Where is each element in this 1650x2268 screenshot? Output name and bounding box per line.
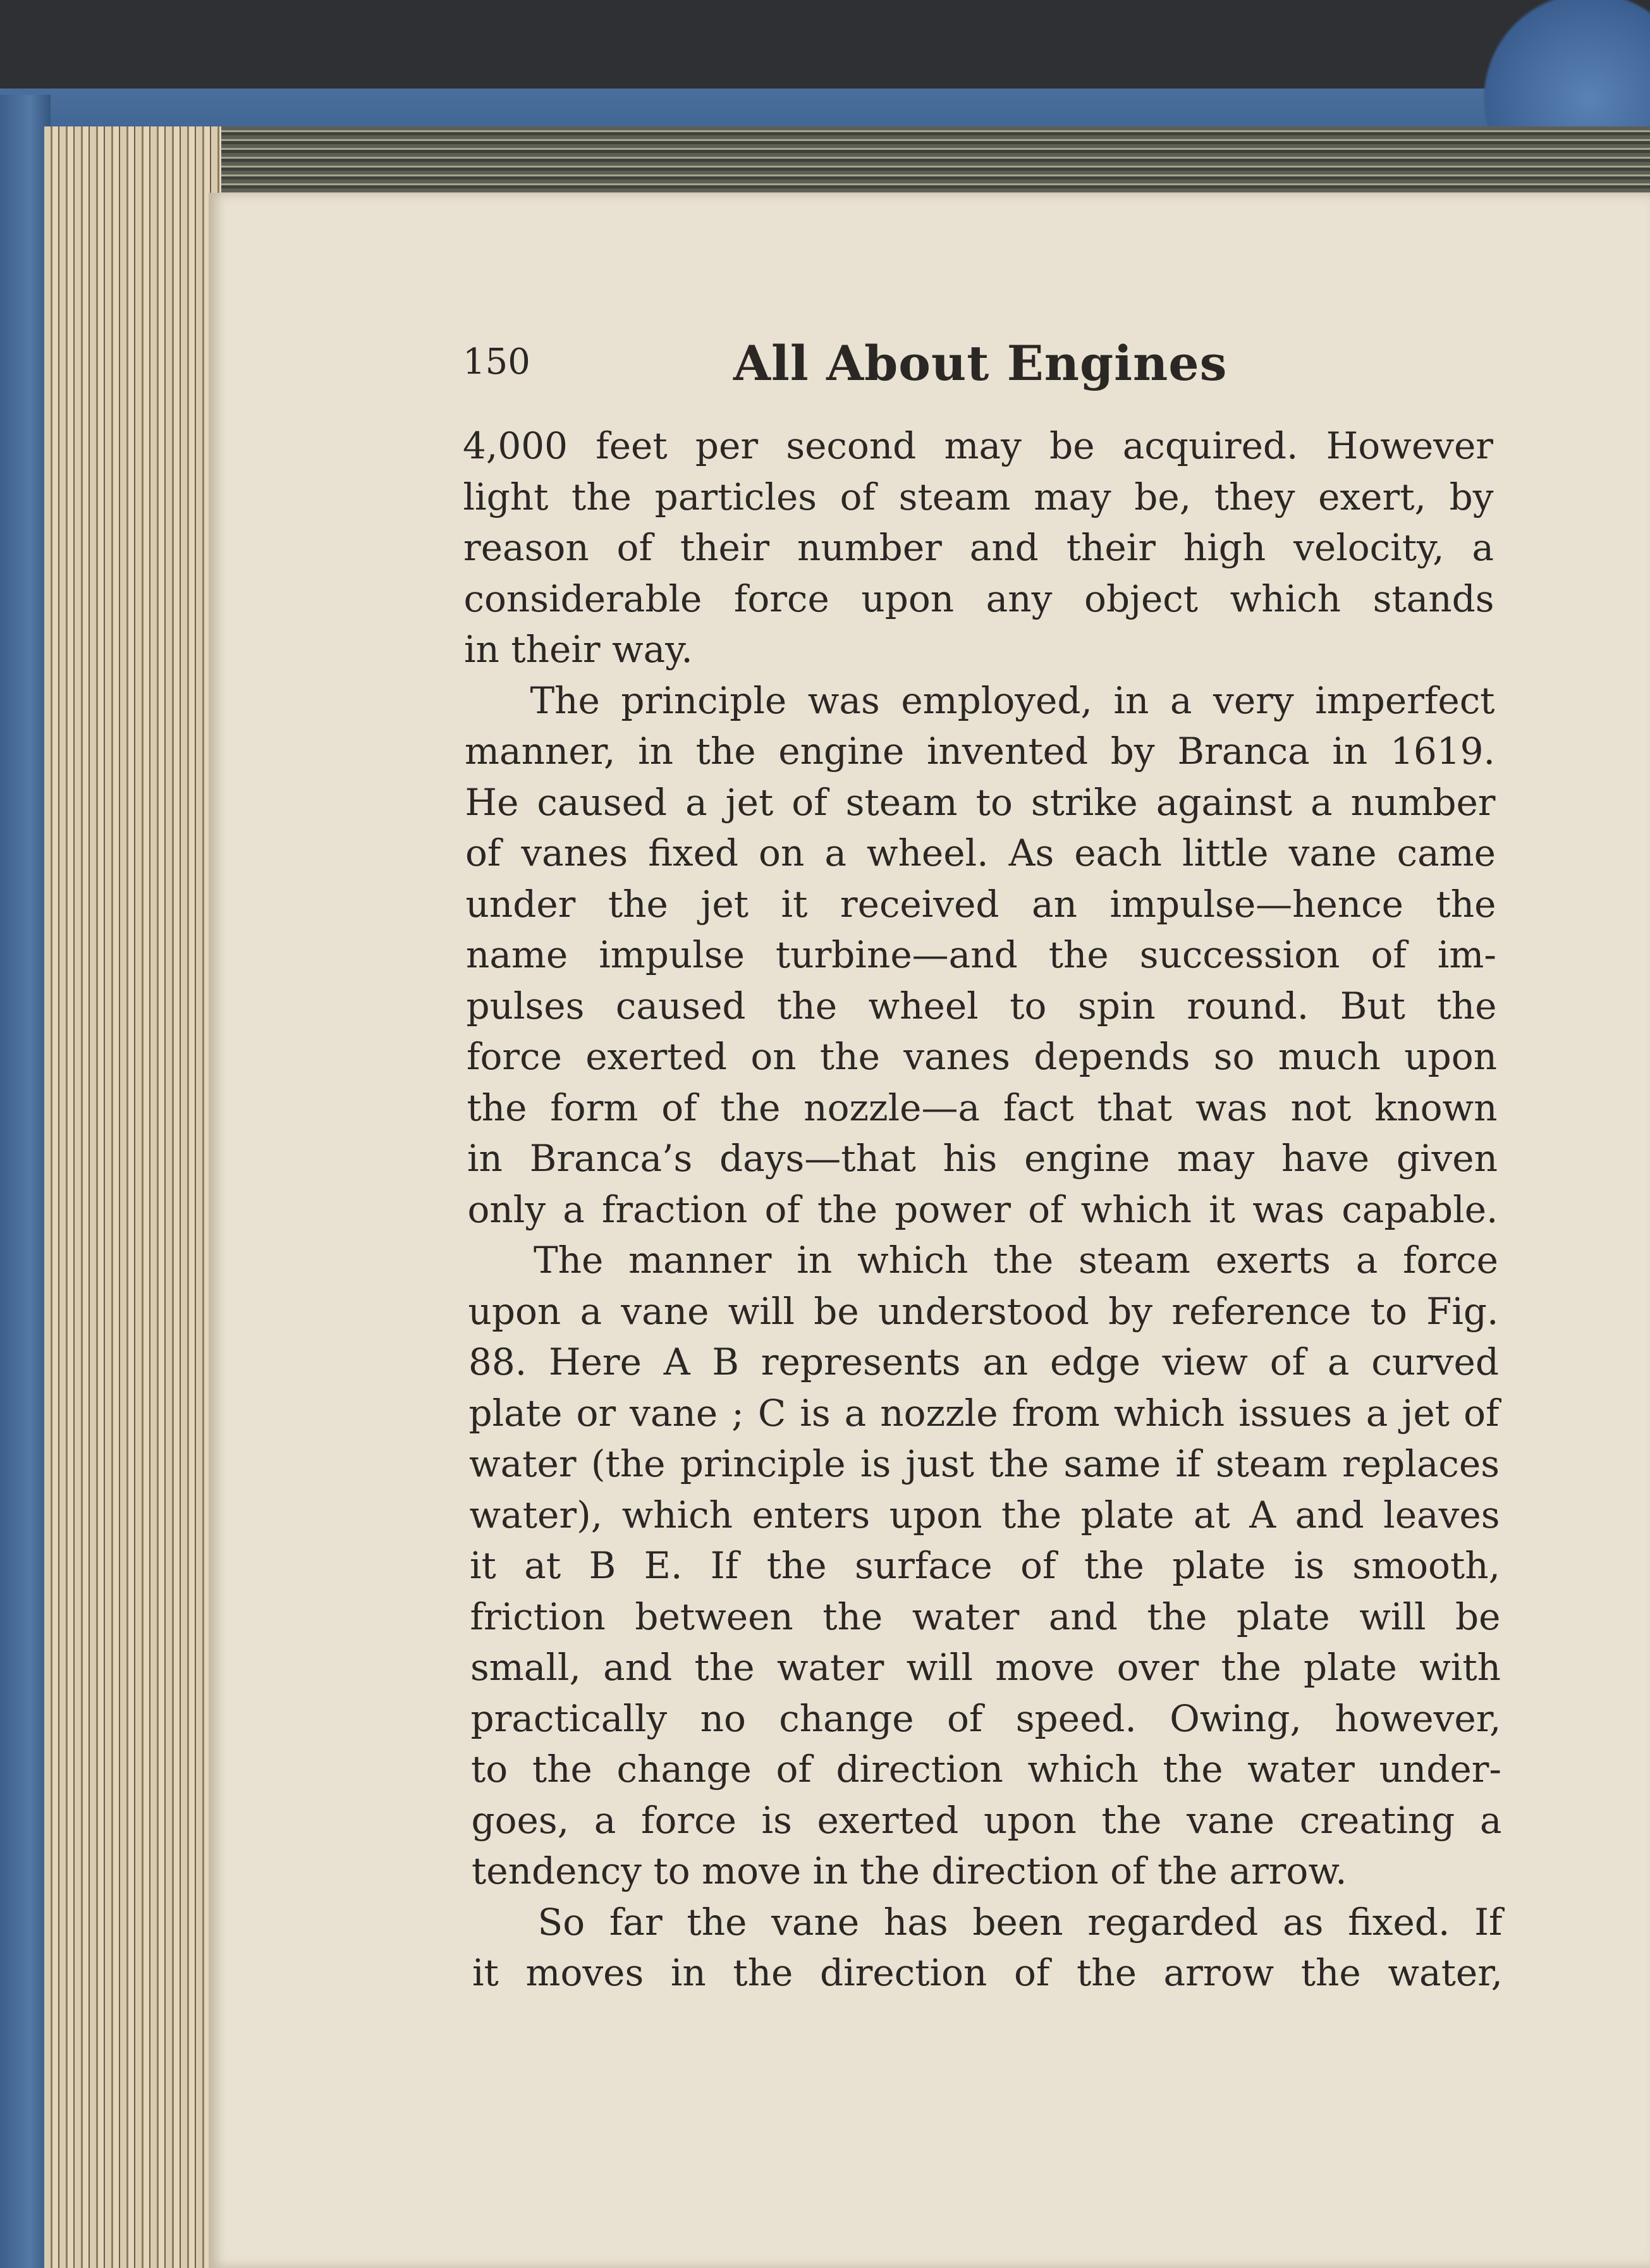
text-line: only a fraction of the power of which it was capable. [467,1187,1498,1231]
text-line: in Branca’s days—that his engine may have given [467,1137,1498,1180]
running-title: All About Engines [733,335,1228,391]
page-edges-left [44,126,221,2268]
text-line: under the jet it received an impulse—hence the [465,882,1496,926]
text-line: tendency to move in the direction of the arrow. [472,1849,1347,1892]
text-line: considerable force upon any object which stands [463,577,1494,620]
text-line: plate or vane ; C is a nozzle from which issues a jet of [468,1391,1500,1435]
text-line: 88. Here A B represents an edge view of a curved [468,1340,1499,1383]
text-line: manner, in the engine invented by Branca in 1619. [465,730,1495,773]
text-line: water (the principle is just the same if steam replaces [469,1442,1500,1485]
text-line: practically no change of speed. Owing, however, [470,1696,1501,1740]
text-line: upon a vane will be understood by reference to Fig. [468,1289,1499,1333]
text-line: name impulse turbine—and the succession of im- [466,933,1496,976]
page-number: 150 [463,341,530,383]
text-line: force exerted on the vanes depends so much upon [467,1035,1497,1078]
book-binding-spine [0,95,51,2268]
text-line: goes, a force is exerted upon the vane creating a [471,1798,1502,1842]
text-line: 4,000 feet per second may be acquired. However [463,424,1493,467]
text-line: it at B E. If the surface of the plate is smooth, [470,1544,1500,1587]
text-line: in their way. [464,628,693,671]
text-line: water), which enters upon the plate at A and leaves [469,1493,1500,1536]
text-line: the form of the nozzle—a fact that was not known [467,1086,1498,1129]
text-line: The principle was employed, in a very imperfect [530,678,1495,722]
text-line: to the change of direction which the water under- [471,1748,1501,1791]
text-line: friction between the water and the plate will be [470,1595,1501,1638]
text-line: light the particles of steam may be, they exert, by [463,475,1494,518]
text-line: He caused a jet of steam to strike against a number [465,780,1496,824]
text-line: So far the vane has been regarded as fixed. If [537,1900,1503,1944]
text-line: small, and the water will move over the plate with [470,1646,1501,1689]
text-line: of vanes fixed on a wheel. As each little vane came [465,831,1496,874]
text-line: The manner in which the steam exerts a force [534,1239,1498,1282]
text-line: reason of their number and their high velocity, a [463,526,1494,569]
page-edges-top [63,126,1650,196]
text-line: pulses caused the wheel to spin round. But the [466,984,1497,1027]
text-line: it moves in the direction of the arrow the water, [472,1951,1503,1994]
